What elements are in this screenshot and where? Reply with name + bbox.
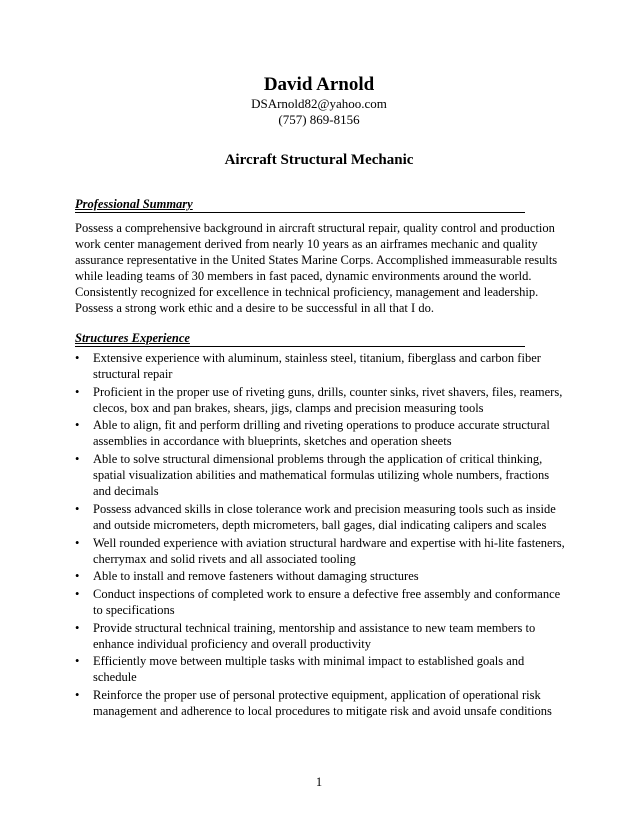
bullet-icon: • (75, 351, 80, 365)
candidate-name: David Arnold (263, 74, 375, 95)
summary-paragraph: Possess a comprehensive background in aircraft structural repair, quality control and production work center management derived from nearly 10 years as an airframes mechanic and quality assurance representative in the United States Marine Corps. Accomplished immeasurable results while leading teams of 30 members in fast paced, dynamic environments around the world. Consistently recognized for excellence in technical proficiency, management and leadership. Possess a strong work ethic and a desire to be successful in all that I do. (75, 221, 558, 316)
list-item (75, 687, 565, 719)
list-item (75, 501, 565, 533)
list-item (75, 620, 565, 652)
bullet-icon: • (75, 586, 80, 601)
list-item (75, 568, 565, 584)
list-item-text: Able to solve structural dimensional problems through the application of critical thinking, spatial visualization abilities and mathematical formulas utilizing whole numbers, fractions and decimals (93, 452, 550, 499)
list-item (75, 653, 565, 685)
list-item-text: Efficiently move between multiple tasks with minimal impact to established goals and schedule (93, 654, 525, 685)
bullet-icon: • (75, 535, 80, 550)
experience-list (75, 350, 565, 721)
list-item (75, 535, 565, 567)
bullet-icon: • (75, 654, 80, 669)
bullet-icon: • (75, 620, 80, 635)
summary-heading (75, 197, 525, 213)
bullet-icon: • (75, 501, 80, 516)
bullet-icon: • (75, 384, 80, 399)
list-item (75, 350, 565, 382)
bullet-icon: • (75, 418, 80, 433)
list-item (75, 384, 565, 416)
bullet-icon: • (75, 687, 80, 702)
phone-number: (757) 869-8156 (278, 112, 360, 127)
page-number: 1 (315, 775, 323, 789)
list-item-text: Able to align, fit and perform drilling and riveting operations to produce accurate structural assemblies in accordance with blueprints, sketches and operation sheets (93, 418, 550, 449)
experience-heading-text: Structures Experience (75, 331, 190, 345)
list-item-text: Possess advanced skills in close tolerance work and precision measuring tools such as inside and outside micrometers, depth micrometers, ball gages, dial indicating calipers and scales (93, 501, 556, 532)
list-item-text: Reinforce the proper use of personal protective equipment, application of operational risk management and adherence to local procedures to mitigate risk and avoid unsafe conditions (93, 687, 552, 718)
list-item-text: Proficient in the proper use of riveting guns, drills, counter sinks, rivet shavers, files, reamers, clecos, box and pan brakes, shears, jigs, clamps and precision measuring tools (93, 384, 563, 415)
list-item (75, 451, 565, 499)
list-item-text: Conduct inspections of completed work to ensure a defective free assembly and conformance to specifications (93, 586, 561, 617)
resume-header (0, 74, 638, 128)
list-item (75, 417, 565, 449)
email-address: DSArnold82@yahoo.com (251, 96, 387, 111)
list-item-text: Extensive experience with aluminum, stainless steel, titanium, fiberglass and carbon fiber structural repair (93, 351, 541, 382)
bullet-icon: • (75, 452, 80, 467)
experience-heading (75, 331, 525, 347)
list-item (75, 586, 565, 618)
list-item-text: Provide structural technical training, mentorship and assistance to new team members to enhance individual proficiency and overall productivity (93, 620, 536, 651)
list-item-text: Well rounded experience with aviation structural hardware and expertise with hi-lite fasteners, cherrymax and solid rivets and all associated tooling (93, 535, 565, 566)
list-item-text: Able to install and remove fasteners without damaging structures (93, 569, 419, 584)
summary-heading-text: Professional Summary (75, 197, 193, 211)
job-title: Aircraft Structural Mechanic (224, 152, 414, 168)
bullet-icon: • (75, 569, 80, 584)
